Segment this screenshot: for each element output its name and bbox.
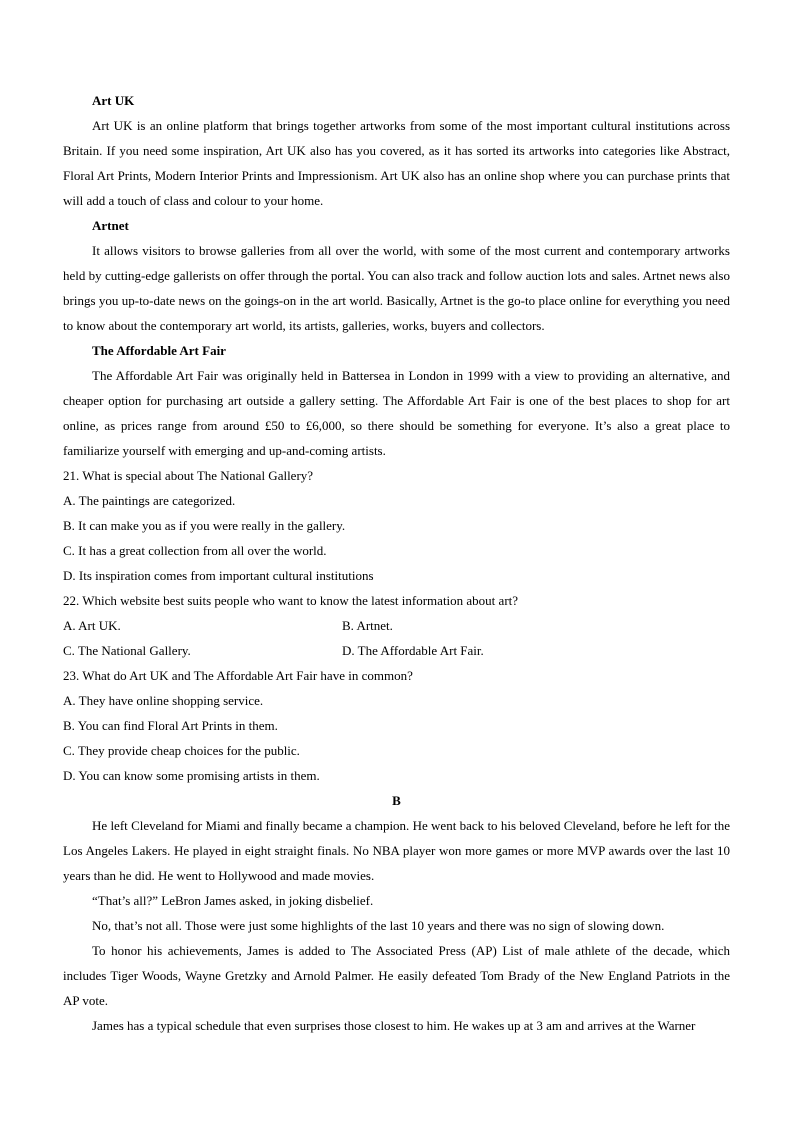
question-22-options-row-1: [63, 613, 730, 638]
affordable-art-fair-paragraph: The Affordable Art Fair was originally held in Battersea in London in 1999 with a view to providing an alternative, and cheaper option for purchasing art outside a gallery setting. The Affordable Art Fair is one of the best places to shop for art online, as prices range from around £50 to £6,000, so there should be something for everyone. It’s also a great place to familiarize yourself with emerging and up-and-coming artists.: [63, 368, 730, 458]
question-22-option-a: A. Art UK.: [63, 618, 121, 633]
question-23-option-c: C. They provide cheap choices for the public.: [63, 743, 300, 758]
passage-b-paragraph-3: No, that’s not all. Those were just some highlights of the last 10 years and there was no sign of slowing down.: [92, 918, 665, 933]
question-23-option-d: D. You can know some promising artists in them.: [63, 768, 320, 783]
question-21-option-b: B. It can make you as if you were really in the gallery.: [63, 518, 346, 533]
passage-b-paragraph-5: James has a typical schedule that even surprises those closest to him. He wakes up at 3 am and arrives at the Warner: [92, 1018, 696, 1033]
document-page: [63, 88, 730, 1038]
question-23-stem: 23. What do Art UK and The Affordable Art Fair have in common?: [63, 668, 413, 683]
art-uk-paragraph: Art UK is an online platform that brings together artworks from some of the most important cultural institutions across Britain. If you need some inspiration, Art UK also has you covered, as it has sorted its artworks into categories like Abstract, Floral Art Prints, Modern Interior Prints and Impressionism. Art UK also has an online shop where you can purchase prints that will add a touch of class and colour to your home.: [63, 118, 730, 208]
affordable-art-fair-heading: The Affordable Art Fair: [92, 343, 226, 358]
question-21-stem: 21. What is special about The National Gallery?: [63, 468, 314, 483]
question-21-option-a: A. The paintings are categorized.: [63, 493, 236, 508]
art-uk-heading: Art UK: [92, 93, 135, 108]
passage-b-paragraph-2: “That’s all?” LeBron James asked, in joking disbelief.: [92, 893, 374, 908]
section-b-title: B: [392, 793, 401, 808]
passage-b-paragraph-4: To honor his achievements, James is added to The Associated Press (AP) List of male athlete of the decade, which includes Tiger Woods, Wayne Gretzky and Arnold Palmer. He easily defeated Tom Brady of the New England Patriots in the AP vote.: [63, 943, 730, 1008]
artnet-heading: Artnet: [92, 218, 129, 233]
question-23-option-b: B. You can find Floral Art Prints in them.: [63, 718, 278, 733]
question-22-option-b: B. Artnet.: [342, 618, 393, 633]
artnet-paragraph: It allows visitors to browse galleries from all over the world, with some of the most current and contemporary artworks held by cutting-edge gallerists on offer through the portal. You can also track and follow auction lots and sales. Artnet news also brings you up-to-date news on the goings-on in the art world. Basically, Artnet is the go-to place online for everything you need to know about the contemporary art world, its artists, galleries, works, buyers and collectors.: [63, 243, 730, 333]
question-22-option-d: D. The Affordable Art Fair.: [342, 643, 484, 658]
question-22-stem: 22. Which website best suits people who want to know the latest information about art?: [63, 593, 519, 608]
question-21-option-c: C. It has a great collection from all over the world.: [63, 543, 327, 558]
question-22-options-row-2: [63, 638, 730, 663]
passage-b-paragraph-1: He left Cleveland for Miami and finally became a champion. He went back to his beloved Cleveland, before he left for the Los Angeles Lakers. He played in eight straight finals. No NBA player won more games or more MVP awards over the last 10 years than he did. He went to Hollywood and made movies.: [63, 818, 730, 883]
question-22-option-c: C. The National Gallery.: [63, 643, 191, 658]
question-23-option-a: A. They have online shopping service.: [63, 693, 264, 708]
question-21-option-d: D. Its inspiration comes from important cultural institutions: [63, 568, 374, 583]
